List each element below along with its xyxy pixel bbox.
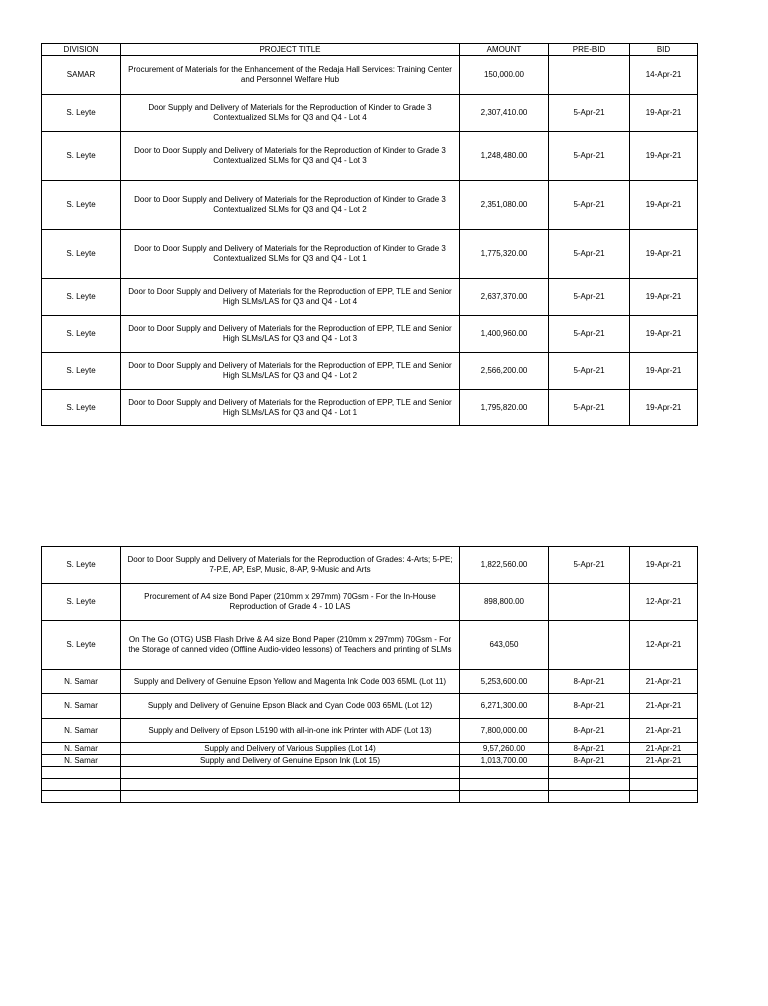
pre-bid-cell bbox=[549, 621, 630, 670]
division-cell: S. Leyte bbox=[42, 390, 121, 426]
table-row bbox=[42, 755, 698, 767]
project-title-cell: Door to Door Supply and Delivery of Materials for the Reproduction of EPP, TLE and Senior High SLMs/LAS for Q3 and Q4 - Lot 4 bbox=[121, 279, 460, 316]
bid-cell: 19-Apr-21 bbox=[630, 390, 698, 426]
project-title-cell: Procurement of Materials for the Enhancement of the Redaja Hall Services: Training Center and Personnel Welfare Hub bbox=[121, 56, 460, 95]
pre-bid-cell: 8-Apr-21 bbox=[549, 694, 630, 719]
empty-cell bbox=[549, 791, 630, 803]
bid-cell: 19-Apr-21 bbox=[630, 230, 698, 279]
amount-cell: 898,800.00 bbox=[460, 584, 549, 621]
empty-cell bbox=[42, 779, 121, 791]
bid-cell: 21-Apr-21 bbox=[630, 755, 698, 767]
table-row bbox=[42, 95, 698, 132]
pre-bid-cell: 5-Apr-21 bbox=[549, 353, 630, 390]
amount-cell: 1,775,320.00 bbox=[460, 230, 549, 279]
amount-cell: 1,248,480.00 bbox=[460, 132, 549, 181]
header-project-title: PROJECT TITLE bbox=[121, 44, 460, 56]
bid-cell: 19-Apr-21 bbox=[630, 316, 698, 353]
pre-bid-cell: 8-Apr-21 bbox=[549, 719, 630, 743]
project-title-cell: Door to Door Supply and Delivery of Materials for the Reproduction of Grades: 4-Arts; 5-PE; 7-P.E, AP, EsP, Music, 8-AP, 9-Music and Arts bbox=[121, 547, 460, 584]
division-cell: S. Leyte bbox=[42, 316, 121, 353]
pre-bid-cell: 5-Apr-21 bbox=[549, 95, 630, 132]
bid-cell: 21-Apr-21 bbox=[630, 694, 698, 719]
amount-cell: 643,050 bbox=[460, 621, 549, 670]
amount-cell: 6,271,300.00 bbox=[460, 694, 549, 719]
project-title-cell: Supply and Delivery of Epson L5190 with all-in-one ink Printer with ADF (Lot 13) bbox=[121, 719, 460, 743]
project-title-cell: Supply and Delivery of Genuine Epson Black and Cyan Code 003 65ML (Lot 12) bbox=[121, 694, 460, 719]
empty-cell bbox=[460, 791, 549, 803]
project-title-cell: Door to Door Supply and Delivery of Materials for the Reproduction of Kinder to Grade 3 Contextualized SLMs for Q3 and Q4 - Lot 1 bbox=[121, 230, 460, 279]
header-division: DIVISION bbox=[42, 44, 121, 56]
table-row bbox=[42, 353, 698, 390]
bid-cell: 21-Apr-21 bbox=[630, 743, 698, 755]
bid-cell: 21-Apr-21 bbox=[630, 670, 698, 694]
empty-cell bbox=[630, 767, 698, 779]
project-title-cell: On The Go (OTG) USB Flash Drive & A4 size Bond Paper (210mm x 297mm) 70Gsm - For the Storage of canned video (Offline Audio-video lessons) of Teachers and printing of SLMs bbox=[121, 621, 460, 670]
table-row bbox=[42, 670, 698, 694]
empty-row bbox=[42, 791, 698, 803]
project-title-cell: Supply and Delivery of Genuine Epson Ink (Lot 15) bbox=[121, 755, 460, 767]
division-cell: S. Leyte bbox=[42, 132, 121, 181]
bid-cell: 19-Apr-21 bbox=[630, 547, 698, 584]
pre-bid-cell: 8-Apr-21 bbox=[549, 755, 630, 767]
empty-cell bbox=[630, 779, 698, 791]
table-row bbox=[42, 547, 698, 584]
procurement-table-2 bbox=[41, 546, 698, 803]
amount-cell: 2,307,410.00 bbox=[460, 95, 549, 132]
header-pre-bid: PRE-BID bbox=[549, 44, 630, 56]
table-row bbox=[42, 694, 698, 719]
bid-cell: 19-Apr-21 bbox=[630, 132, 698, 181]
empty-cell bbox=[460, 779, 549, 791]
amount-cell: 9,57,260.00 bbox=[460, 743, 549, 755]
pre-bid-cell bbox=[549, 584, 630, 621]
table-row bbox=[42, 743, 698, 755]
pre-bid-cell: 5-Apr-21 bbox=[549, 181, 630, 230]
empty-row bbox=[42, 779, 698, 791]
empty-cell bbox=[549, 779, 630, 791]
table-row bbox=[42, 584, 698, 621]
project-title-cell: Door to Door Supply and Delivery of Materials for the Reproduction of Kinder to Grade 3 Contextualized SLMs for Q3 and Q4 - Lot 2 bbox=[121, 181, 460, 230]
division-cell: SAMAR bbox=[42, 56, 121, 95]
empty-cell bbox=[549, 767, 630, 779]
table-row bbox=[42, 390, 698, 426]
project-title-cell: Supply and Delivery of Various Supplies (Lot 14) bbox=[121, 743, 460, 755]
division-cell: S. Leyte bbox=[42, 584, 121, 621]
table-row bbox=[42, 316, 698, 353]
project-title-cell: Door to Door Supply and Delivery of Materials for the Reproduction of EPP, TLE and Senior High SLMs/LAS for Q3 and Q4 - Lot 2 bbox=[121, 353, 460, 390]
empty-cell bbox=[42, 791, 121, 803]
pre-bid-cell: 5-Apr-21 bbox=[549, 316, 630, 353]
procurement-table-1 bbox=[41, 43, 698, 426]
empty-cell bbox=[630, 791, 698, 803]
empty-cell bbox=[121, 779, 460, 791]
pre-bid-cell: 8-Apr-21 bbox=[549, 743, 630, 755]
division-cell: S. Leyte bbox=[42, 547, 121, 584]
division-cell: N. Samar bbox=[42, 743, 121, 755]
bid-cell: 19-Apr-21 bbox=[630, 353, 698, 390]
empty-row bbox=[42, 767, 698, 779]
project-title-cell: Door to Door Supply and Delivery of Materials for the Reproduction of Kinder to Grade 3 Contextualized SLMs for Q3 and Q4 - Lot 3 bbox=[121, 132, 460, 181]
header-row bbox=[42, 44, 698, 56]
division-cell: N. Samar bbox=[42, 670, 121, 694]
division-cell: S. Leyte bbox=[42, 95, 121, 132]
project-title-cell: Door Supply and Delivery of Materials for the Reproduction of Kinder to Grade 3 Contextualized SLMs for Q3 and Q4 - Lot 4 bbox=[121, 95, 460, 132]
project-title-cell: Door to Door Supply and Delivery of Materials for the Reproduction of EPP, TLE and Senior High SLMs/LAS for Q3 and Q4 - Lot 1 bbox=[121, 390, 460, 426]
division-cell: N. Samar bbox=[42, 755, 121, 767]
amount-cell: 1,795,820.00 bbox=[460, 390, 549, 426]
empty-cell bbox=[121, 791, 460, 803]
division-cell: S. Leyte bbox=[42, 279, 121, 316]
header-amount: AMOUNT bbox=[460, 44, 549, 56]
amount-cell: 1,013,700.00 bbox=[460, 755, 549, 767]
bid-cell: 12-Apr-21 bbox=[630, 584, 698, 621]
table-row bbox=[42, 132, 698, 181]
bid-cell: 21-Apr-21 bbox=[630, 719, 698, 743]
amount-cell: 1,822,560.00 bbox=[460, 547, 549, 584]
project-title-cell: Supply and Delivery of Genuine Epson Yellow and Magenta Ink Code 003 65ML (Lot 11) bbox=[121, 670, 460, 694]
amount-cell: 1,400,960.00 bbox=[460, 316, 549, 353]
pre-bid-cell: 5-Apr-21 bbox=[549, 390, 630, 426]
bid-cell: 19-Apr-21 bbox=[630, 95, 698, 132]
amount-cell: 150,000.00 bbox=[460, 56, 549, 95]
bid-cell: 14-Apr-21 bbox=[630, 56, 698, 95]
division-cell: N. Samar bbox=[42, 719, 121, 743]
amount-cell: 2,351,080.00 bbox=[460, 181, 549, 230]
pre-bid-cell: 5-Apr-21 bbox=[549, 132, 630, 181]
pre-bid-cell: 8-Apr-21 bbox=[549, 670, 630, 694]
pre-bid-cell: 5-Apr-21 bbox=[549, 279, 630, 316]
division-cell: S. Leyte bbox=[42, 181, 121, 230]
table-row bbox=[42, 56, 698, 95]
empty-cell bbox=[42, 767, 121, 779]
amount-cell: 2,637,370.00 bbox=[460, 279, 549, 316]
pre-bid-cell bbox=[549, 56, 630, 95]
table-row bbox=[42, 230, 698, 279]
pre-bid-cell: 5-Apr-21 bbox=[549, 230, 630, 279]
bid-cell: 19-Apr-21 bbox=[630, 279, 698, 316]
table-row bbox=[42, 181, 698, 230]
amount-cell: 2,566,200.00 bbox=[460, 353, 549, 390]
bid-cell: 19-Apr-21 bbox=[630, 181, 698, 230]
division-cell: S. Leyte bbox=[42, 230, 121, 279]
empty-cell bbox=[460, 767, 549, 779]
empty-cell bbox=[121, 767, 460, 779]
project-title-cell: Procurement of A4 size Bond Paper (210mm x 297mm) 70Gsm - For the In-House Reproduction of Grade 4 - 10 LAS bbox=[121, 584, 460, 621]
pre-bid-cell: 5-Apr-21 bbox=[549, 547, 630, 584]
amount-cell: 5,253,600.00 bbox=[460, 670, 549, 694]
table-row bbox=[42, 279, 698, 316]
header-bid: BID bbox=[630, 44, 698, 56]
division-cell: S. Leyte bbox=[42, 621, 121, 670]
bid-cell: 12-Apr-21 bbox=[630, 621, 698, 670]
division-cell: N. Samar bbox=[42, 694, 121, 719]
amount-cell: 7,800,000.00 bbox=[460, 719, 549, 743]
table-row bbox=[42, 621, 698, 670]
table-row bbox=[42, 719, 698, 743]
division-cell: S. Leyte bbox=[42, 353, 121, 390]
project-title-cell: Door to Door Supply and Delivery of Materials for the Reproduction of EPP, TLE and Senior High SLMs/LAS for Q3 and Q4 - Lot 3 bbox=[121, 316, 460, 353]
